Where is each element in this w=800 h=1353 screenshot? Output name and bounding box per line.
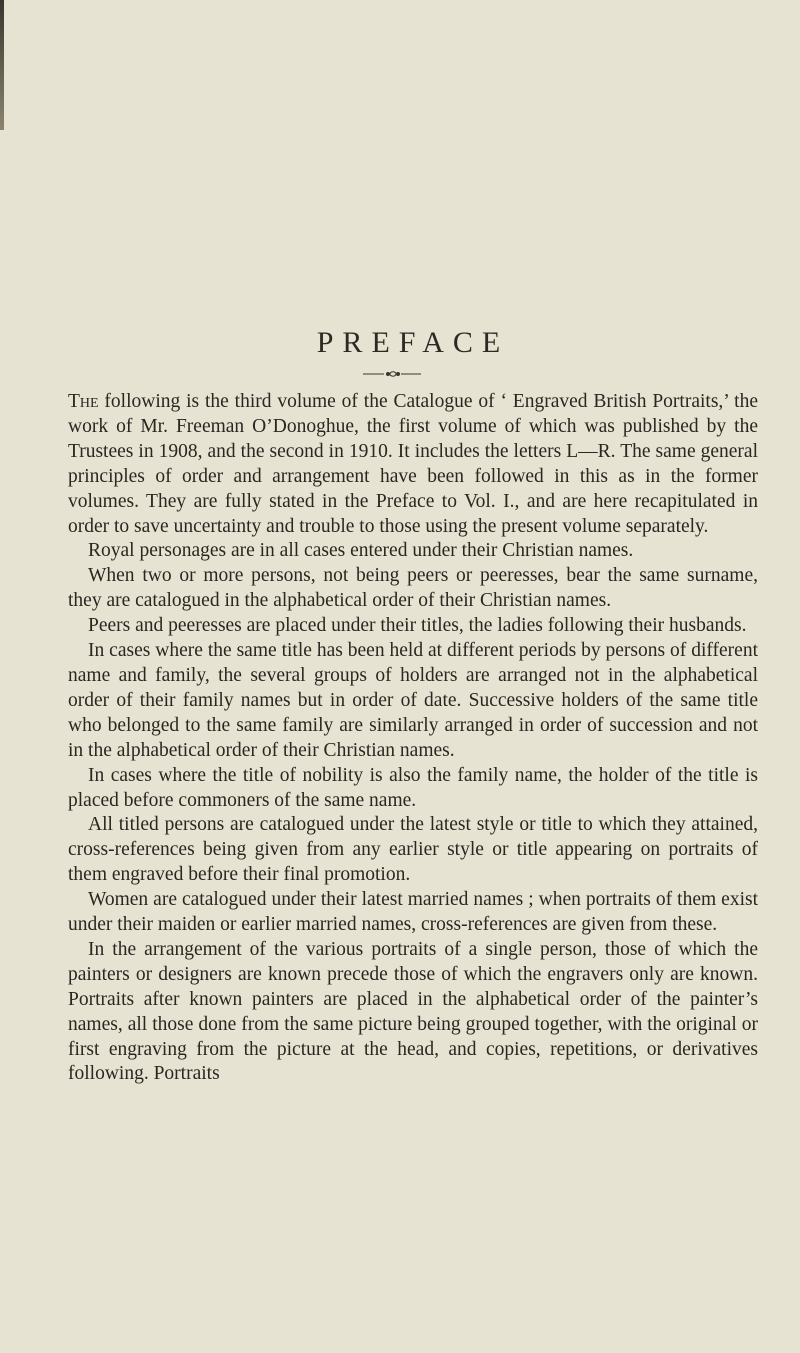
preface-body xyxy=(68,390,758,1087)
paragraph-7: All titled persons are catalogued under the latest style or title to which they attained, cross-references being given from any earlier style or title appearing on portraits of them engraved before their final promotion. xyxy=(68,814,758,886)
paragraph-9: In the arrangement of the various portraits of a single person, those of which the painters or designers are known precede those of which the engravers only are known. Portraits after known painters are placed in the alphabetical order of the painter’s names, all those done from the same picture being grouped together, with the original or first engraving from the picture at the head, and copies, repetitions, or derivatives following. Portraits xyxy=(68,938,758,1085)
paragraph-2: Royal personages are in all cases entered under their Christian names. xyxy=(88,540,634,562)
lead-word: The xyxy=(68,391,99,412)
paragraph-3: When two or more persons, not being peers or peeresses, bear the same surname, they are catalogued in the alphabetical order of their Christian names. xyxy=(68,565,758,612)
paragraph-1 xyxy=(68,390,758,539)
paragraph-5: In cases where the same title has been held at different periods by persons of different name and family, the several groups of holders are arranged not in the alphabetical order of their family names but in order of date. Successive holders of the same title who belonged to the same family are similarly arranged in order of succession and not in the alphabetical order of their Christian names. xyxy=(68,640,758,761)
page-edge-mark xyxy=(0,0,4,130)
paragraph-1-text: following is the third volume of the Catalogue of ‘ Engraved British Portraits,’ the work of Mr. Freeman O’Donoghue, the first volume of which was published by the Trustees in 1908, and the second in 1910. It includes the letters L—R. The same general principles of order and arrangement have been followed in this as in the former volumes. They are fully stated in the Preface to Vol. I., and are here recapitulated in order to save uncertainty and trouble to those using the present volume separately. xyxy=(68,391,758,537)
title-ornament xyxy=(363,370,421,378)
paragraph-6: In cases where the title of nobility is also the family name, the holder of the title is placed before commoners of the same name. xyxy=(68,764,758,811)
page-title: PREFACE xyxy=(316,326,510,359)
paragraph-8: Women are catalogued under their latest married names ; when portraits of them exist under their maiden or earlier married names, cross-references are given from these. xyxy=(68,889,758,936)
paragraph-4: Peers and peeresses are placed under their titles, the ladies following their husbands. xyxy=(88,615,747,637)
